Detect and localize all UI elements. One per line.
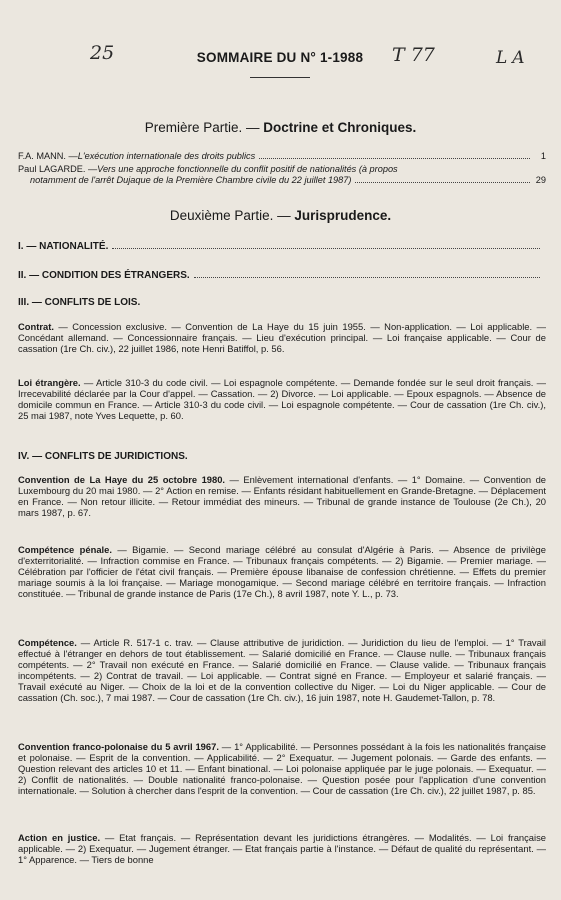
toc-author: Paul LAGARDE. — (18, 164, 98, 174)
page-title: SOMMAIRE DU N° 1-1988 (196, 50, 364, 65)
handwritten-code: T 77 (392, 44, 435, 66)
leader-dots (112, 248, 540, 249)
leader-dots (194, 277, 540, 278)
toc-page: 1 (540, 151, 546, 161)
toc-title: L'exécution internationale des droits publics (77, 151, 256, 161)
section-condition-etrangers: II. — CONDITION DES ÉTRANGERS. (18, 270, 546, 281)
part-heading-1 (0, 120, 561, 135)
part-name: Doctrine et Chroniques. (263, 120, 417, 135)
section-conflits-lois: III. — CONFLITS DE LOIS. (18, 297, 141, 308)
section-nationalite: I. — NATIONALITÉ. (18, 241, 546, 252)
part-prefix: Deuxième Partie. — (169, 208, 295, 223)
toc-title-continued: notamment de l'arrêt Dujaque de la Première Chambre civile du 22 juillet 1987) (30, 175, 352, 185)
toc-title: Vers une approche fonctionnelle du conflit positif de nationalités (à propos (97, 164, 398, 174)
entry-contrat: Contrat. — Concession exclusive. — Convention de La Haye du 15 juin 1955. — Non-application. — Loi applicable. — Concédant allemand. — Concessionnaire français. — Lieu d'exécution principal. — Loi française applicable. — Cour de cassation (1re Ch. civ.), 22 juillet 1986, note Henri Batiffol, p. 56. (18, 321, 546, 354)
part-name: Jurisprudence. (294, 208, 392, 223)
handwritten-page-number: 25 (90, 42, 115, 64)
part-heading-2 (0, 208, 561, 223)
toc-author: F.A. MANN. — (18, 151, 78, 161)
entry-convention-la-haye: Convention de La Haye du 25 octobre 1980. — Enlèvement international d'enfants. — 1° Domaine. — Convention de Luxembourg du 20 mai 1980. — 2° Action en remise. — Enfants résidant habituellement en Grande-Bretagne. — Déplacement en France. — Non retour illicite. — Retour immédiat des mineurs. — Tribunal de grande instance de Toulouse (2e Ch.), 20 mars 1987, p. 67. (18, 474, 547, 518)
entry-action-en-justice: Action en justice. — Etat français. — Représentation devant les juridictions étrangères. — Modalités. — Loi française applicable. — 2) Exequatur. — Jugement étranger. — Etat français partie à l'instance. — Défaut de qualité du représentant. — 1° Apparence. — Tiers de bonne (18, 832, 547, 865)
part-prefix: Première Partie. — (144, 120, 264, 135)
toc-page: 29 (535, 175, 546, 185)
entry-competence: Compétence. — Article R. 517-1 c. trav. — Clause attributive de juridiction. — Juridiction du lieu de l'emploi. — 1° Travail effectué à l'étranger en dehors de tout établissement. — Salarié domicilié en France. — Clause nulle. — Tribunaux français compétents. — 2° Travail non exécuté en France. — Salarié domicilié en France. — Clause valide. — Tribunaux français incompétents. — 2) Contrat de travail. — Loi applicable. — Contrat signé en France. — Employeur et salarié français. — Travail exécuté au Niger. — Choix de la loi et de la convention collective du Niger. — Loi du Niger applicable. — Cour de cassation (Ch. soc.), 7 mai 1987. — Cour de cassation (1re Ch. civ.), 16 juin 1987, note H. Gaudemet-Tallon, p. 78. (18, 637, 546, 703)
section-conflits-juridictions: IV. — CONFLITS DE JURIDICTIONS. (18, 451, 188, 462)
title-rule (250, 77, 310, 78)
toc-entry-2 (18, 164, 546, 186)
leader-dots (355, 182, 530, 183)
entry-competence-penale: Compétence pénale. — Bigamie. — Second mariage célébré au consulat d'Algérie à Paris. — Absence de privilège d'exterritorialité. — Infraction commise en France. — Tribunaux français compétents. — 2) Bigamie. — Premier mariage. — Célébration par l'officier de l'état civil français. — Première épouse libanaise de confession chrétienne. — Effets du premier mariage soumis à la loi française. — Mariage monogamique. — Second mariage célébré en territoire français. — Infraction constituée. — Tribunal de grande instance de Paris (17e Ch.), 8 avril 1987, note Y. L., p. 73. (18, 544, 546, 599)
handwritten-initials: LA (496, 48, 530, 68)
entry-loi-etrangere: Loi étrangère. — Article 310-3 du code civil. — Loi espagnole compétente. — Demande fondée sur le seul droit français. — Irrecevabilité déclarée par la Cour d'appel. — Cassation. — 2) Divorce. — Loi applicable. — Epoux espagnols. — Absence de domicile commun en France. — Article 310-3 du code civil. — Loi espagnole compétente. — Cour de cassation (1re Ch. civ.), 25 mai 1987, note Yves Lequette, p. 60. (18, 377, 546, 421)
toc-entry-1 (18, 151, 546, 162)
leader-dots (259, 158, 530, 159)
entry-convention-franco-polonaise: Convention franco-polonaise du 5 avril 1967. — 1° Applicabilité. — Personnes possédant à la fois les nationalités française et polonaise. — Esprit de la convention. — Applicabilité. — 2° Exequatur. — Jugement polonais. — Garde des enfants. — Question relevant des articles 10 et 11. — Enfant binational. — Loi polonaise appliquée par le juge polonais. — Exequatur. — 2) Conflit de nationalités. — Double nationalité franco-polonaise. — Question posée pour l'application d'une convention internationale. — Solution à chercher dans l'esprit de la convention. — Cour de cassation (1re Ch. civ.), 22 juillet 1987, p. 85. (18, 741, 546, 796)
